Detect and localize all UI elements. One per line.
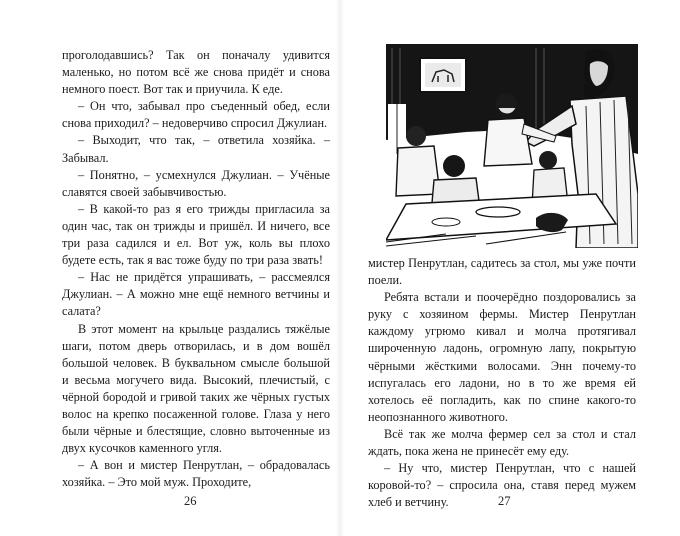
- paragraph: – В какой-то раз я его трижды пригласила за один час, так он трижды и пришёл. И ничего, все три раза садился и ел. Вот уж, коль вы плохо будете есть, так я вас тоже буду по три раза звать!: [62, 201, 330, 268]
- page-number-right: 27: [498, 494, 511, 508]
- paragraph: – А вон и мистер Пенрутлан, – обрадовалась хозяйка. – Это мой муж. Проходите,: [62, 458, 330, 490]
- left-page-text: [62, 47, 330, 491]
- illustration-dinner-scene: [386, 44, 638, 248]
- paragraph: – Он что, забывал про съеденный обед, если снова приходил? – недоверчиво спросил Джулиан.: [62, 99, 330, 131]
- pen-drawing: [386, 44, 638, 248]
- paragraph: В этот момент на крыльце раздались тяжёлые шаги, потом дверь отворилась, и в дом вошёл большой человек. В буквальном смысле большой и весьма могучего вида. Высокий, плечистый, с чёрной бородой и гривой таких же чёрных густых волос на крепко посаженной голове. Глаза у него были чёрные и блестящие, словно выточенные из двух кусочков каменного угля.: [62, 321, 330, 456]
- paragraph: Ребята встали и поочерёдно поздоровались за руку с хозяином фермы. Мистер Пенрутлан каждому угрюмо кивал и молча протягивал широченную ладонь, огромную лапу, покрытую чёрными жёсткими волосами. Энн почему-то испугалась его ладони, но в то же время ей хотелось её погладить, как по спине какого-то неопознанного животного.: [368, 290, 636, 424]
- right-page-text: [368, 255, 636, 511]
- paragraph: – Выходит, что так, – ответила хозяйка. – Забывал.: [62, 133, 330, 165]
- paragraph: проголодавшись? Так он поначалу удивится маленько, но потом всё же снова придёт и снова немного поест. Вот так и приучила. К еде.: [62, 48, 330, 97]
- page-number-left: 26: [184, 494, 197, 508]
- paragraph: – Понятно, – усмехнулся Джулиан. – Учёные славятся своей забывчивостью.: [62, 167, 330, 199]
- paragraph: мистер Пенрутлан, садитесь за стол, мы уже почти поели.: [368, 256, 636, 288]
- paragraph: Всё так же молча фермер сел за стол и стал ждать, пока жена не принесёт ему еду.: [368, 426, 636, 459]
- paragraph: – Нас не придётся упрашивать, – рассмеялся Джулиан. – А можно мне ещё немного ветчины и салата?: [62, 270, 330, 319]
- paragraph: – Ну что, мистер Пенрутлан, что с нашей коровой-то? – спросила она, ставя перед мужем хлеб и ветчину.: [368, 461, 636, 510]
